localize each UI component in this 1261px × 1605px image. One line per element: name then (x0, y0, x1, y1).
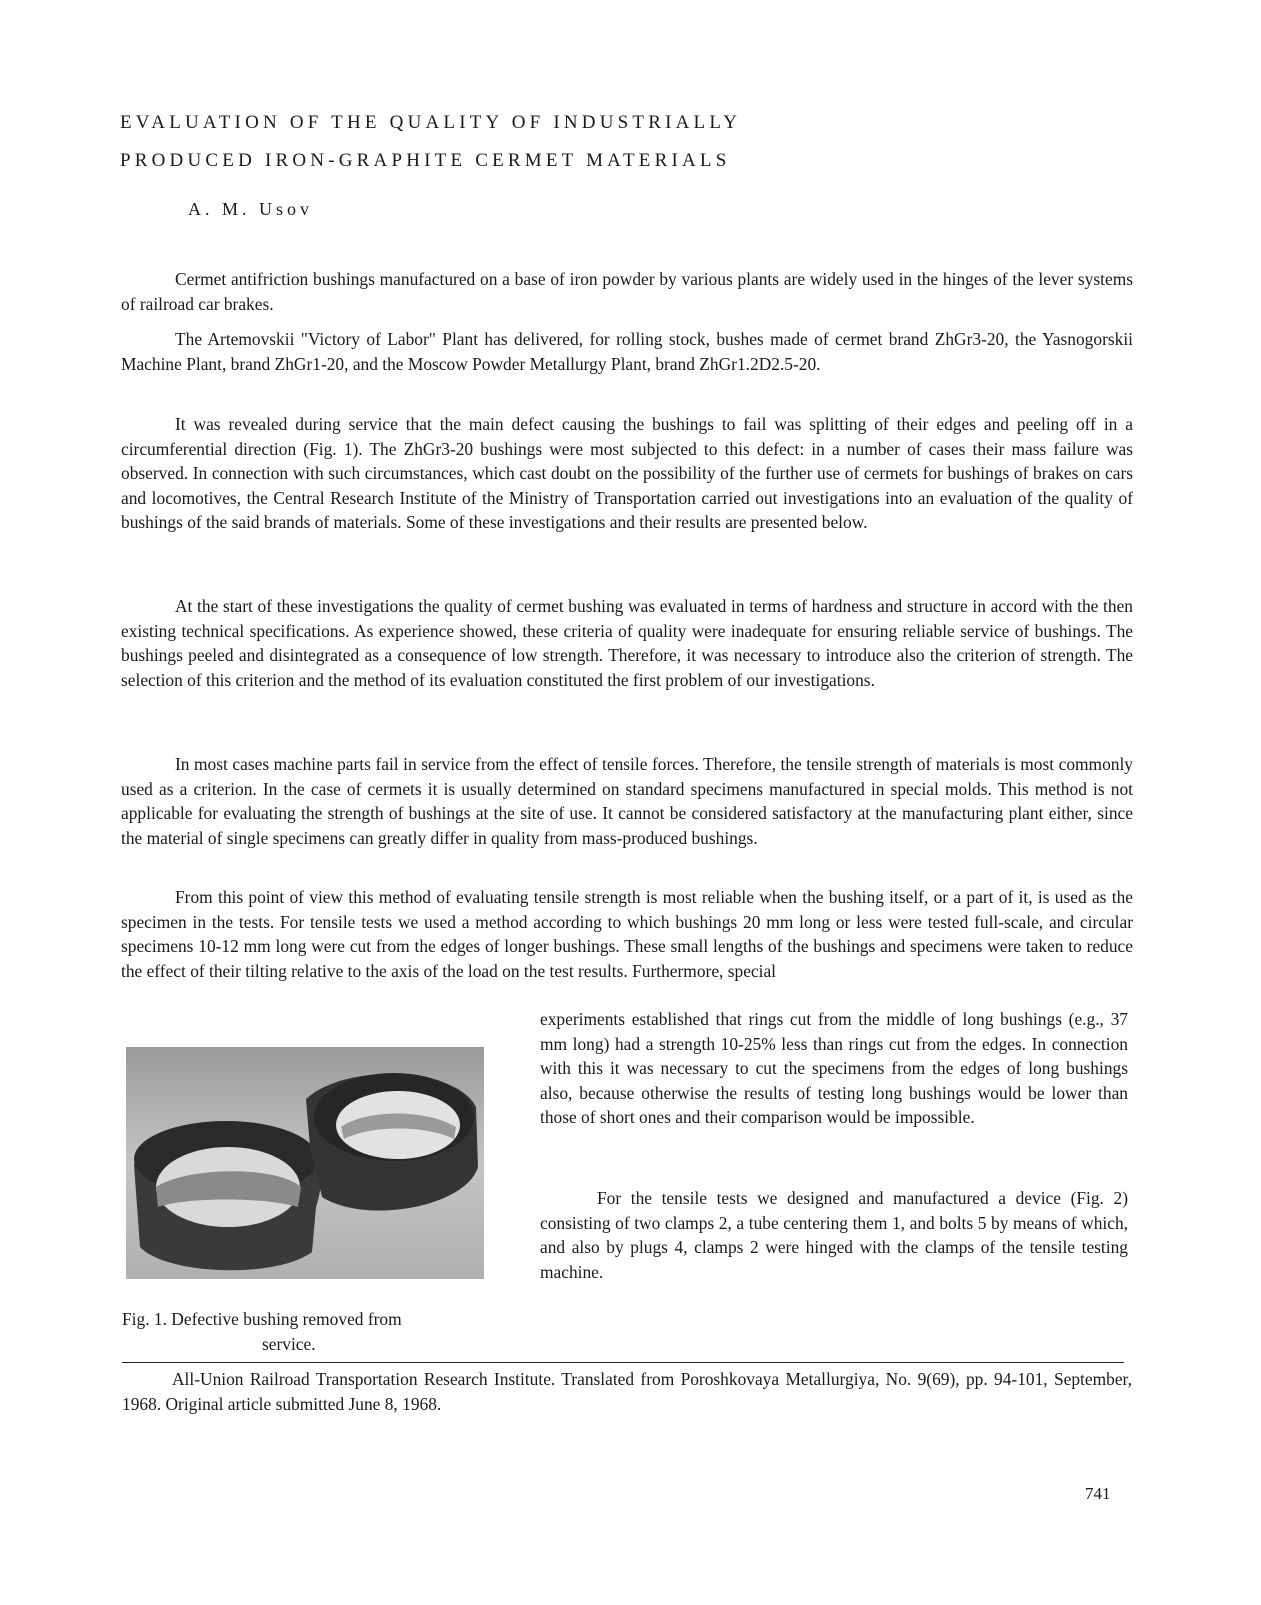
paragraph-1: Cermet antifriction bushings manufactured on a base of iron powder by various plants are widely used in the hinges of the lever systems of railroad car brakes. (121, 269, 1133, 314)
caption-line-1: Fig. 1. Defective bushing removed from (122, 1309, 402, 1329)
figure-1-photo (126, 1047, 484, 1279)
footnote-divider (122, 1362, 1124, 1363)
column-paragraph-2: For the tensile tests we designed and manufactured a device (Fig. 2) consisting of two clamps 2, a tube centering them 1, and bolts 5 by means of which, and also by plugs 4, clamps 2 were hinged with the clamps of the tensile testing machine. (540, 1188, 1128, 1282)
paragraph-6: From this point of view this method of evaluating tensile strength is most reliable when the bushing itself, or a part of it, is used as the specimen in the tests. For tensile tests we used a method according to which bushings 20 mm long or less were tested full-scale, and circular specimens 10-12 mm long were cut from the edges of longer bushings. These small lengths of the bushings and specimens were taken to reduce the effect of their tilting relative to the axis of the load on the test results. Furthermore, special (121, 887, 1133, 981)
paragraph-5: In most cases machine parts fail in service from the effect of tensile forces. Therefore, the tensile strength of materials is most commonly used as a criterion. In the case of cermets it is usually determined on standard specimens manufactured in special molds. This method is not applicable for evaluating the strength of bushings at the site of use. It cannot be considered satisfactory at the manufacturing plant either, since the material of single specimens can greatly differ in quality from mass-produced bushings. (121, 754, 1133, 848)
page-number: 741 (1085, 1484, 1111, 1503)
paragraph-4: At the start of these investigations the quality of cermet bushing was evaluated in terms of hardness and structure in accord with the then existing technical specifications. As experience showed, these criteria of quality were inadequate for ensuring reliable service of bushings. The bushings peeled and disintegrated as a consequence of low strength. Therefore, it was necessary to introduce also the criterion of strength. The selection of this criterion and the method of its evaluation constituted the first problem of our investigations. (121, 596, 1133, 690)
footnote: All-Union Railroad Transportation Research Institute. Translated from Poroshkovaya Metallurgiya, No. 9(69), pp. 94-101, September, 1968. Original article submitted June 8, 1968. (122, 1369, 1132, 1414)
paragraph-2: The Artemovskii "Victory of Labor" Plant has delivered, for rolling stock, bushes made of cermet brand ZhGr3-20, the Yasnogorskii Machine Plant, brand ZhGr1-20, and the Moscow Powder Metallurgy Plant, brand ZhGr1.2D2.5-20. (121, 329, 1133, 374)
figure-1-caption (122, 1307, 522, 1356)
article-title-line-2: PRODUCED IRON-GRAPHITE CERMET MATERIALS (120, 150, 731, 171)
author-name: A. M. Usov (188, 199, 314, 219)
article-title-line-1: EVALUATION OF THE QUALITY OF INDUSTRIALLY (120, 112, 742, 133)
paragraph-3: It was revealed during service that the main defect causing the bushings to fail was splitting of their edges and peeling off in a circumferential direction (Fig. 1). The ZhGr3-20 bushings were most subjected to this defect: in a number of cases their mass failure was observed. In connection with such circumstances, which cast doubt on the possibility of the further use of cermets for bushings of brakes on cars and locomotives, the Central Research Institute of the Ministry of Transportation carried out investigations into an evaluation of the quality of bushings of the said brands of materials. Some of these investigations and their results are presented below. (121, 414, 1133, 532)
defective-bushing-photo (126, 1047, 484, 1279)
caption-line-2: service. (262, 1333, 316, 1354)
column-paragraph-1: experiments established that rings cut from the middle of long bushings (e.g., 37 mm long) had a strength 10-25% less than rings cut from the edges. In connection with this it was necessary to cut the specimens from the edges of long bushings also, because otherwise the results of testing long bushings would be lower than those of short ones and their comparison would be impossible. (540, 1009, 1128, 1127)
